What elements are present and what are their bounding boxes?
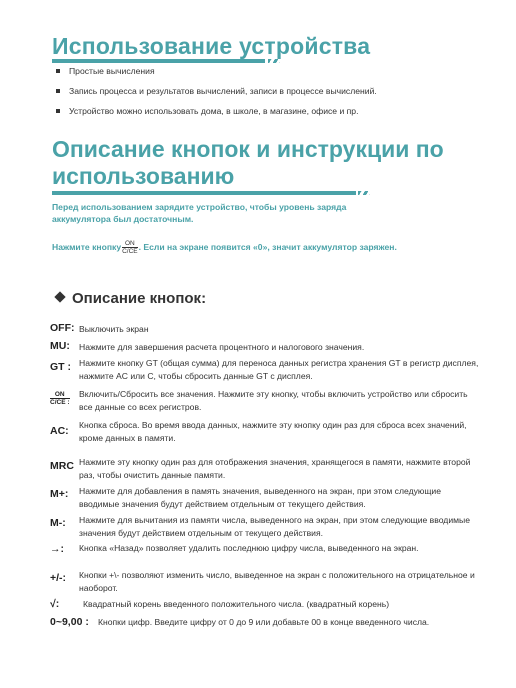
bullet-square-icon	[56, 69, 60, 73]
buttons-heading: Описание кнопок:	[56, 290, 206, 307]
bullet-square-icon	[56, 109, 60, 113]
list-item: Запись процесса и результатов вычислений, записи в процессе вычислений.	[56, 84, 476, 104]
title-underline	[52, 59, 265, 63]
charge-note: Перед использованием зарядите устройство, чтобы уровень заряда аккумулятора был достаточным.	[52, 202, 347, 224]
section-title-buttons-instructions: Описание кнопок и инструкции по использованию	[52, 136, 444, 189]
diamond-bullet-icon	[54, 291, 65, 302]
title-underline	[52, 191, 356, 195]
on-cce-key-label: ON C/CE :	[50, 391, 70, 406]
on-cce-key-label: $\frac{ON}{C/CE}$	[122, 240, 138, 255]
title-underline-hatch	[358, 191, 370, 195]
section-title-usage: Использование устройства	[52, 33, 371, 59]
bullet-square-icon	[56, 89, 60, 93]
list-item: Простые вычисления	[56, 64, 476, 84]
instruction-page: Использование устройства Простые вычисления Запись процесса и результатов вычислений, записи в процессе вычислений. Устройство можно использовать дома, в школе, в магазине, офисе и пр. Описание кнопок и инструкции по использованию Перед использованием зарядите устройство, чтобы уровень заряда аккумулятора был достаточным. Нажмите кнопку $\frac{ON}{C/CE}$. Если на экране появится «0», значит аккумулятор заряжен. Описание кнопок: OFF: Выключить экран MU: Нажмите для завершения расчета процентного и налогового значения. GT : Нажмите кнопку GT (общая сумма) для переноса данных регистра хранения GT в регистр дисплея, нажмите AC или C, чтобы сбросить данные GT с дисплея. ON C/CE : Включить/Сбросить все значения. Нажмите эту кнопку, чтобы включить устройство или сбросить все данные со всех регистров. AC: Кнопка сброса. Во время ввода данных, нажмите эту кнопку один раз для сброса всех значений, кроме данных в памяти. MRC Нажмите эту кнопку один раз для отображения значения, хранящегося в памяти, нажмите второй раз, чтобы очистить данные памяти. M+: Нажмите для добавления в память значения, выведенного на экран, при этом следующие вводимые значения будут действием отдельным от текущего действия. M-: Нажмите для вычитания из памяти числа, выведенного на экран, при этом следующие вводимые значения будут действием отдельным от текущего действия. →: Кнопка «Назад» позволяет удалить последнюю цифру числа, выведенного на экран. +/-: Кнопки +\- позволяют изменить число, выведенное на экран с положительного на отрицательное и наоборот. √: Квадратный корень введенного положительного числа. (квадратный корень) 0~9,00 : Кнопки цифр. Введите цифру от 0 до 9 или добавьте 00 в конце введенного числа.	[50, 33, 479, 628]
title-underline-hatch	[268, 59, 280, 63]
list-item: Устройство можно использовать дома, в школе, в магазине, офисе и пр.	[56, 104, 476, 124]
usage-list	[56, 64, 476, 124]
power-on-note: Нажмите кнопку $\frac{ON}{C/CE}$. Если на экране появится «0», значит аккумулятор заряжен.	[52, 240, 397, 255]
